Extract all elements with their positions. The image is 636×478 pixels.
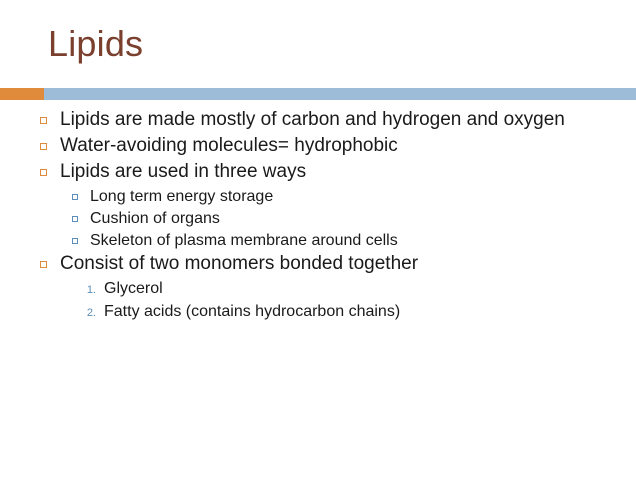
list-item-label: Water-avoiding molecules= hydrophobic <box>60 135 398 156</box>
square-bullet-icon <box>40 252 60 268</box>
list-item-label: Lipids are used in three ways <box>60 161 307 182</box>
list-item <box>40 108 610 132</box>
list-item <box>40 134 610 158</box>
square-bullet-icon <box>72 186 90 200</box>
slide-body <box>40 108 610 324</box>
sub-list-item <box>72 208 610 229</box>
numbered-list-item <box>72 301 610 323</box>
title-divider <box>0 88 636 100</box>
numbered-list-item-label: Fatty acids (contains hydrocarbon chains) <box>104 303 401 320</box>
sub-list-item-label: Skeleton of plasma membrane around cells <box>90 232 398 249</box>
page-title: Lipids <box>48 23 144 64</box>
list-item-label: Consist of two monomers bonded together <box>60 253 419 274</box>
list-number: 1. <box>86 284 96 296</box>
divider-accent-block <box>0 88 44 100</box>
divider-bar <box>44 88 636 100</box>
list-item <box>40 252 610 276</box>
sub-list-item-label: Cushion of organs <box>90 210 220 227</box>
list-number: 2. <box>86 307 96 319</box>
list-item-label: Lipids are made mostly of carbon and hydrogen and oxygen <box>60 109 565 130</box>
numbered-list-item-label: Glycerol <box>104 280 163 297</box>
square-bullet-icon <box>72 208 90 222</box>
list-item <box>40 160 610 184</box>
square-bullet-icon <box>40 160 60 176</box>
sub-list-item <box>72 230 610 251</box>
sub-list-item-label: Long term energy storage <box>90 188 274 205</box>
numbered-list-item <box>72 278 610 300</box>
square-bullet-icon <box>72 230 90 244</box>
sub-list-item <box>72 186 610 207</box>
square-bullet-icon <box>40 134 60 150</box>
square-bullet-icon <box>40 108 60 124</box>
